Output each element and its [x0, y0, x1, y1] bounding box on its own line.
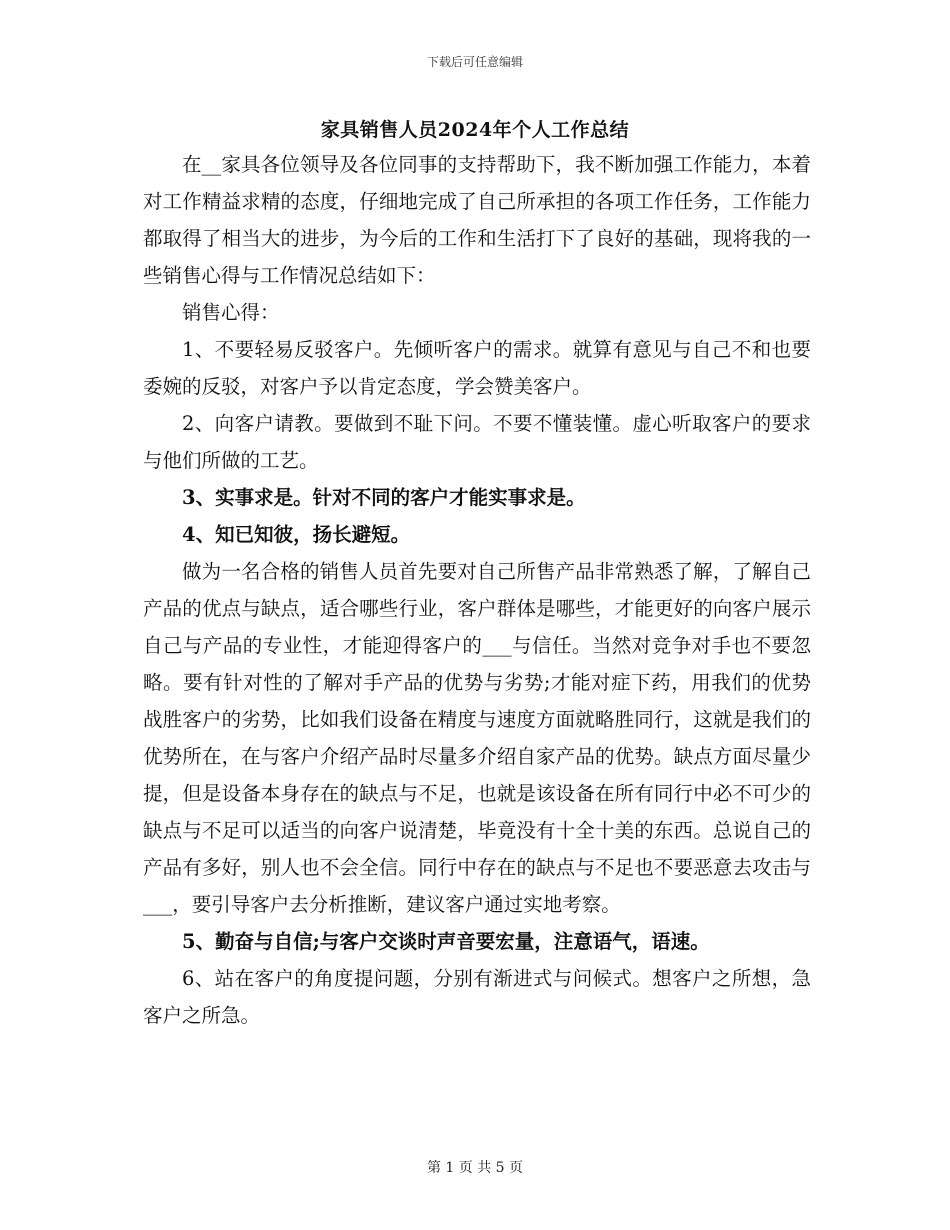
paragraph-point-1: 1、不要轻易反驳客户。先倾听客户的需求。就算有意见与自己不和也要委婉的反驳，对客户予以肯定态度，学会赞美客户。 — [143, 338, 811, 398]
paragraph-point-6: 6、站在客户的角度提问题，分别有渐进式与问候式。想客户之所想，急客户之所急。 — [143, 967, 811, 1027]
document-body — [143, 146, 811, 1034]
paragraph-section-heading: 销售心得： — [182, 301, 280, 324]
paragraph-intro: 在__家具各位领导及各位同事的支持帮助下，我不断加强工作能力，本着对工作精益求精的态度，仔细地完成了自己所承担的各项工作任务，工作能力都取得了相当大的进步，为今后的工作和生活打下了良好的基础，现将我的一些销售心得与工作情况总结如下： — [143, 153, 811, 287]
paragraph-point-5: 5、勤奋与自信;与客户交谈时声音要宏量，注意语气，语速。 — [182, 930, 710, 953]
paragraph-point-3: 3、实事求是。针对不同的客户才能实事求是。 — [182, 486, 586, 509]
paragraph-point-4-detail: 做为一名合格的销售人员首先要对自己所售产品非常熟悉了解，了解自己产品的优点与缺点，适合哪些行业，客户群体是哪些，才能更好的向客户展示自己与产品的专业性，才能迎得客户的___与信任。当然对竞争对手也不要忽略。要有针对性的了解对手产品的优势与劣势;才能对症下药，用我们的优势战胜客户的劣势，比如我们设备在精度与速度方面就略胜同行，这就是我们的优势所在，在与客户介绍产品时尽量多介绍自家产品的优势。缺点方面尽量少提，但是设备本身存在的缺点与不足，也就是该设备在所有同行中必不可少的缺点与不足可以适当的向客户说清楚，毕竟没有十全十美的东西。总说自己的产品有多好，别人也不会全信。同行中存在的缺点与不足也不要恶意去攻击与___，要引导客户去分析推断，建议客户通过实地考察。 — [143, 560, 811, 916]
page-header-note: 下载后可任意编辑 — [426, 55, 523, 69]
paragraph-point-4: 4、知已知彼，扬长避短。 — [182, 523, 411, 546]
document-title: 家具销售人员2024年个人工作总结 — [320, 119, 630, 141]
paragraph-point-2: 2、向客户请教。要做到不耻下问。不要不懂装懂。虚心听取客户的要求与他们所做的工艺。 — [143, 412, 811, 472]
page-number-footer: 第 1 页 共 5 页 — [426, 1160, 524, 1176]
